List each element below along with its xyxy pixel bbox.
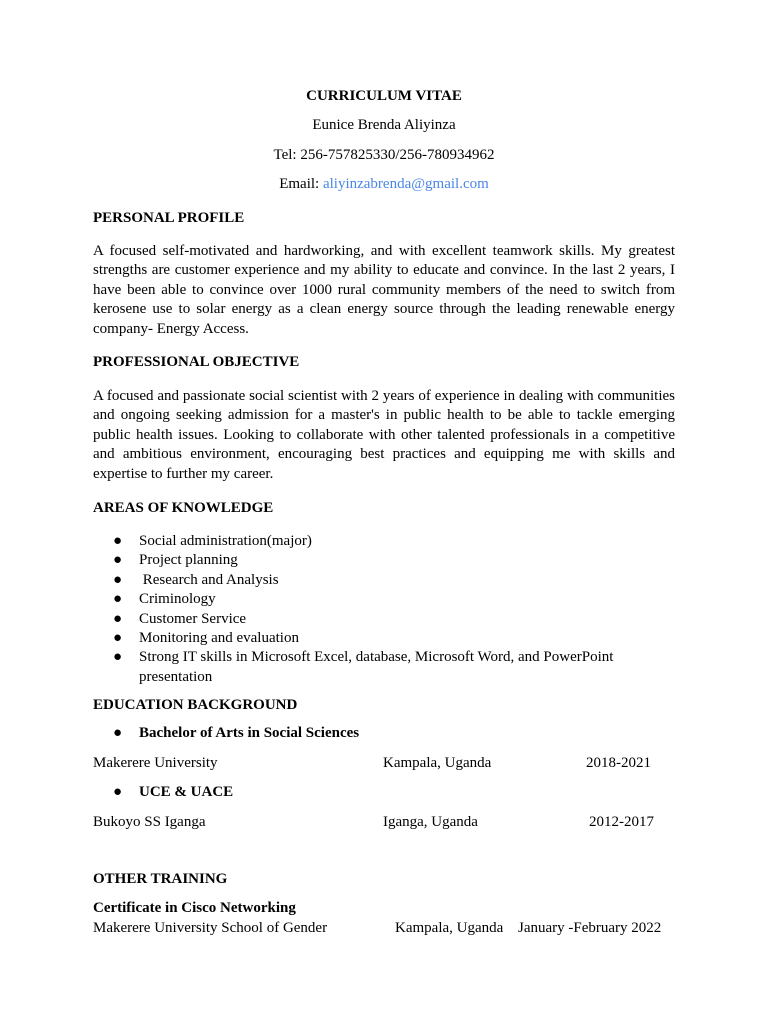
professional-objective-text: A focused and passionate social scientist with 2 years of experience in dealing with communities and ongoing seeking admission for a master's in public health to be able to tackle emerging public health issues. Looking to collaborate with other talented professionals in a competitive and ambitious environment, encouraging best practices and equipping me with skills and expertise to further my career.	[93, 388, 675, 482]
training-course: Certificate in Cisco Networking	[93, 900, 296, 916]
bullet-icon: ●	[113, 571, 123, 588]
bullet-icon: ●	[113, 552, 123, 569]
location: Kampala, Uganda	[383, 755, 492, 771]
list-item: ● Research and Analysis	[93, 571, 675, 590]
email-line	[0, 175, 768, 193]
education-degree-1	[93, 724, 675, 743]
knowledge-list	[93, 532, 675, 687]
phone-line: Tel: 256-757825330/256-780934962	[273, 147, 495, 163]
institution: Makerere University School of Gender	[93, 920, 328, 936]
education-row-1	[93, 754, 693, 772]
candidate-name: Eunice Brenda Aliyinza	[312, 117, 456, 133]
bullet-icon: ●	[113, 630, 123, 647]
training-row	[93, 919, 693, 937]
bullet-icon: ●	[113, 725, 123, 741]
professional-objective-heading: PROFESSIONAL OBJECTIVE	[93, 354, 300, 370]
document-title: CURRICULUM VITAE	[306, 88, 462, 104]
location: Iganga, Uganda	[383, 814, 478, 830]
bullet-icon: ●	[113, 533, 123, 549]
bullet-icon: ●	[113, 649, 123, 666]
areas-of-knowledge-heading: AREAS OF KNOWLEDGE	[93, 500, 274, 516]
location: Kampala, Uganda	[395, 920, 504, 936]
institution: Bukoyo SS Iganga	[93, 814, 206, 830]
email-label: Email:	[279, 176, 323, 192]
personal-profile-text: A focused self-motivated and hardworking, and with excellent teamwork skills. My greatest strengths are customer experience and my ability to educate and convince. In the last 2 years, I have been able to convince over 1000 rural community members of the need to switch from kerosene use to solar energy as a clean energy source through the leading renewable energy company- Energy Access.	[93, 243, 675, 337]
bullet-icon: ●	[113, 591, 123, 608]
email-link[interactable]: aliyinzabrenda@gmail.com	[322, 176, 489, 192]
education-degree-2	[93, 783, 675, 802]
education-row-2	[93, 813, 693, 831]
list-item: ● Social administration(major)	[93, 532, 675, 551]
years: 2012-2017	[589, 814, 654, 830]
list-item: ● Bachelor of Arts in Social Sciences	[93, 724, 675, 743]
personal-profile-heading: PERSONAL PROFILE	[93, 210, 245, 226]
bullet-icon: ●	[113, 784, 123, 800]
list-item: ● Project planning	[93, 551, 675, 570]
list-item: ● Strong IT skills in Microsoft Excel, database, Microsoft Word, and PowerPoint presentation	[113, 649, 614, 685]
list-item: ● Customer Service	[93, 610, 675, 629]
dates: January -February 2022	[518, 920, 662, 936]
list-item: ● Monitoring and evaluation	[93, 629, 675, 648]
institution: Makerere University	[93, 755, 218, 771]
list-item: ● Criminology	[93, 590, 675, 609]
list-item: ● UCE & UACE	[93, 783, 675, 802]
years: 2018-2021	[586, 755, 651, 771]
education-heading: EDUCATION BACKGROUND	[93, 697, 298, 713]
other-training-heading: OTHER TRAINING	[93, 871, 228, 887]
bullet-icon: ●	[113, 610, 123, 627]
